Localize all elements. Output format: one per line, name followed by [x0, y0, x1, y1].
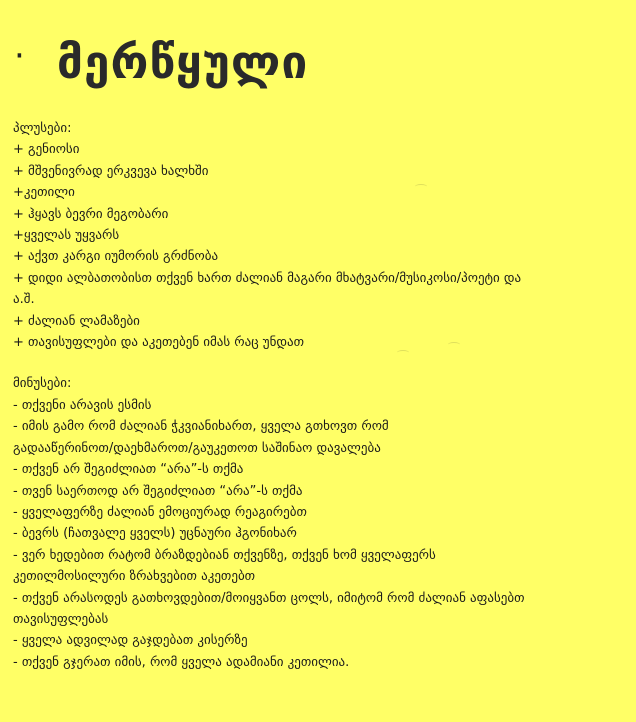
pros-item: + გენიოსი [13, 142, 80, 158]
cons-item: - ყველაფერზე ძალიან ემოციურად რეაგირებთ [13, 504, 307, 520]
cons-list [13, 395, 625, 673]
decorative-mark [448, 342, 460, 347]
cons-item: - თქვენი არავის ესმის [13, 397, 152, 413]
pros-item: + ჰყავს ბევრი მეგობარი [13, 206, 169, 222]
pros-item: + დიდი ალბათობისთ თქვენ ხართ ძალიან მაგარი მხატვარი/მუსიკოსი/პოეტი და [13, 270, 522, 286]
cons-item: - ვერ ხედებით რატომ ბრაზდებიან თქვენზე, თქვენ ხომ ყველაფერს [13, 547, 436, 563]
pros-list [13, 139, 625, 353]
title-row [14, 22, 308, 102]
title-bullet: · [14, 36, 25, 76]
pros-item: + მშვენივრად ერკვევა ხალხში [13, 163, 209, 179]
pros-item: + თავისუფლები და აკეთებენ იმას რაც უნდათ [13, 335, 305, 351]
pros-item: +კეთილი [13, 185, 75, 201]
cons-item-continuation: გადააწერინოთ/დაეხმაროთ/გაუკეთოთ საშინაო დავალება [13, 440, 381, 456]
pros-item: +ყველას უყვარს [13, 228, 120, 244]
cons-item-continuation: კეთილმოსილური ზრახვებით აკეთებთ [13, 569, 256, 585]
pros-item-continuation: ა.შ. [13, 292, 35, 308]
decorative-mark [397, 350, 409, 355]
pros-heading: პლუსები: [13, 121, 72, 136]
cons-item: - თვენ საერთოდ არ შეგიძლიათ “არა”-ს თქმა [13, 483, 303, 499]
cons-item: - ბევრს (ჩათვალე ყველს) უცნაური ჰგონიხარ [13, 526, 297, 542]
pros-item: + ძალიან ლამაზები [13, 313, 140, 329]
cons-item: - თქვენ არასოდეს გათხოვდებით/მოიყვანთ ცოლს, იმიტომ რომ ძალიან აფასებთ [13, 590, 525, 606]
cons-item: - იმის გამო რომ ძალიან ჭკვიანიხართ, ყველა გთხოვთ რომ [13, 419, 389, 435]
cons-item: - თქვენ არ შეგიძლიათ “არა”-ს თქმა [13, 462, 244, 478]
pros-item: + აქვთ კარგი იუმორის გრძნობა [13, 249, 219, 265]
page-title: მერწყული [56, 35, 309, 89]
decorative-mark [415, 184, 427, 189]
cons-item: - თქვენ გჯერათ იმის, რომ ყველა ადამიანი კეთილია. [13, 654, 350, 670]
cons-heading: მინუსები: [13, 376, 72, 392]
section-gap [13, 353, 625, 373]
cons-item: - ყველა ადვილად გაჯდებათ კისერზე [13, 633, 248, 649]
cons-item-continuation: თავისუფლებას [13, 611, 109, 627]
text-content [13, 118, 625, 673]
